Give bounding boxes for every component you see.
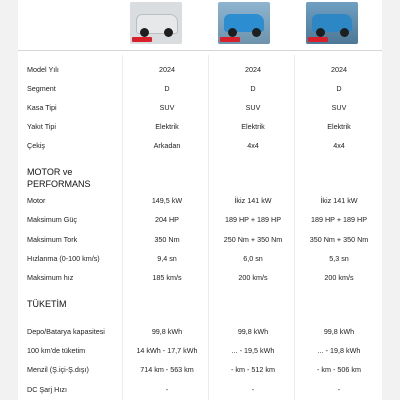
vehicle-image-2[interactable] — [218, 2, 270, 44]
spec-value: SUV — [331, 103, 347, 112]
comparison-page — [18, 0, 382, 400]
spec-value: 200 km/s — [238, 273, 268, 282]
spec-value: 99,8 kWh — [237, 327, 269, 336]
spec-value: 2024 — [159, 65, 175, 74]
spec-value: D — [164, 84, 170, 93]
spec-value: Elektrik — [327, 122, 351, 131]
wheel — [228, 28, 237, 37]
spec-value: Elektrik — [241, 122, 265, 131]
spec-label: Depo/Batarya kapasitesi — [27, 327, 105, 336]
wheel — [252, 28, 261, 37]
spec-value: İkiz 141 kW — [320, 196, 358, 205]
spec-value: 4x4 — [333, 141, 345, 150]
wheel — [316, 28, 325, 37]
spec-label: DC Şarj Hızı — [27, 385, 67, 394]
spec-value: 350 Nm + 350 Nm — [309, 235, 369, 244]
spec-label: Maksimum hız — [27, 273, 74, 282]
spec-value: 14 kWh - 17,7 kWh — [136, 346, 198, 355]
spec-value: D — [336, 84, 342, 93]
spec-value: ... - 19,8 kWh — [317, 346, 361, 355]
vehicle-image-3[interactable] — [306, 2, 358, 44]
header-divider — [18, 50, 382, 51]
column-divider — [122, 55, 123, 400]
spec-value: - — [165, 385, 169, 394]
spec-value: 185 km/s — [152, 273, 182, 282]
spec-label: Yakıt Tipi — [27, 122, 57, 131]
spec-value: 200 km/s — [324, 273, 354, 282]
spec-label: Menzil (Ş.içi-Ş.dışı) — [27, 365, 89, 374]
spec-value: 189 HP + 189 HP — [310, 215, 367, 224]
site-logo-badge — [308, 37, 328, 42]
spec-value: 189 HP + 189 HP — [224, 215, 281, 224]
spec-value: 5,3 sn — [329, 254, 349, 263]
spec-label: Motor — [27, 196, 46, 205]
vehicle-image-1[interactable] — [130, 2, 182, 44]
spec-value: 2024 — [245, 65, 261, 74]
vehicle-thumbnails — [18, 0, 382, 48]
spec-label: Model Yılı — [27, 65, 59, 74]
spec-label: Segment — [27, 84, 56, 93]
spec-value: 714 km - 563 km — [140, 365, 194, 374]
spec-value: - km - 506 km — [317, 365, 361, 374]
spec-value: ... - 19,5 kWh — [231, 346, 275, 355]
spec-value: - km - 512 km — [231, 365, 275, 374]
spec-value: 99,8 kWh — [151, 327, 183, 336]
wheel — [340, 28, 349, 37]
spec-value: 99,8 kWh — [323, 327, 355, 336]
section-title-tuketim: TÜKETİM — [27, 299, 67, 309]
site-logo-badge — [132, 37, 152, 42]
spec-value: 2024 — [331, 65, 347, 74]
spec-label: Maksimum Güç — [27, 215, 77, 224]
spec-value: Elektrik — [155, 122, 179, 131]
spec-label: Kasa Tipi — [27, 103, 57, 112]
section-title-line: PERFORMANS — [27, 179, 91, 189]
spec-value: 204 HP — [155, 215, 179, 224]
spec-value: 9,4 sn — [157, 254, 177, 263]
spec-value: İkiz 141 kW — [234, 196, 272, 205]
spec-label: Hızlanma (0-100 km/s) — [27, 254, 100, 263]
spec-value: 6,0 sn — [243, 254, 263, 263]
section-title-line: MOTOR ve — [27, 167, 73, 177]
section-title-motor — [27, 166, 91, 190]
wheel — [164, 28, 173, 37]
spec-label: Çekiş — [27, 141, 45, 150]
spec-value: - — [251, 385, 255, 394]
spec-label: 100 km'de tüketim — [27, 346, 86, 355]
spec-label: Maksimum Tork — [27, 235, 78, 244]
spec-value: 4x4 — [247, 141, 259, 150]
spec-value: D — [250, 84, 256, 93]
spec-value: SUV — [159, 103, 175, 112]
spec-value: 350 Nm — [154, 235, 180, 244]
spec-value: - — [337, 385, 341, 394]
spec-value: Arkadan — [153, 141, 181, 150]
wheel — [140, 28, 149, 37]
site-logo-badge — [220, 37, 240, 42]
spec-value: 149,5 kW — [151, 196, 183, 205]
spec-value: SUV — [245, 103, 261, 112]
spec-value: 250 Nm + 350 Nm — [223, 235, 283, 244]
